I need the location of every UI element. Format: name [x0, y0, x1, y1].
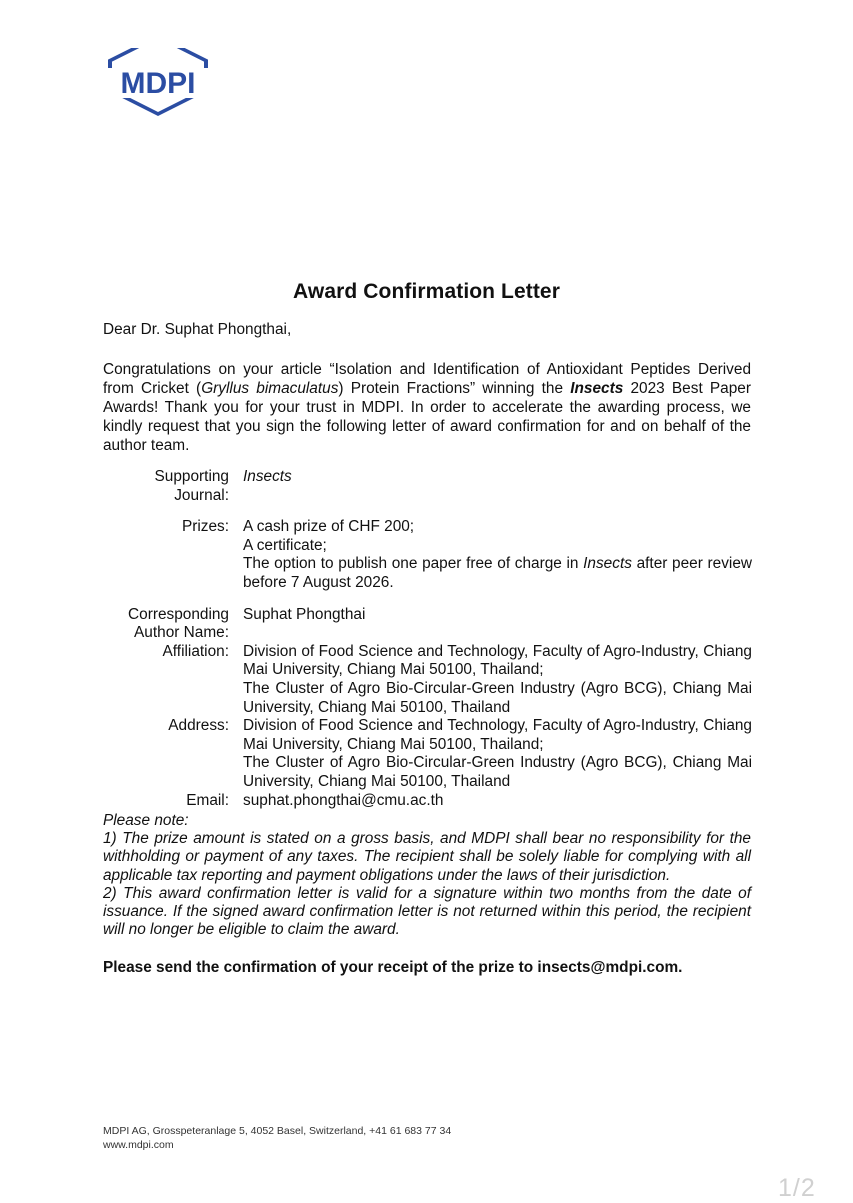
note-item-2: 2) This award confirmation letter is valid for a signature within two months from the date of issuance. If the signed award confirmation letter is not returned within this period, the recipient will no longer be eligible to claim the award. — [103, 884, 751, 939]
footer-address: MDPI AG, Grosspeteranlage 5, 4052 Basel, Switzerland, +41 61 683 77 34 — [103, 1125, 452, 1137]
email-label: Email: — [186, 791, 229, 809]
mdpi-logo — [103, 48, 213, 116]
prize-publication-text-1: The option to publish one paper free of charge in — [243, 555, 584, 573]
address-label: Address: — [168, 717, 229, 735]
supporting-journal-label: Supporting Journal: — [154, 468, 229, 504]
award-details — [103, 468, 751, 810]
author-name-label: Corresponding Author Name: — [128, 605, 229, 642]
species-name: Gryllus bimaculatus — [201, 380, 339, 397]
body-paragraph — [103, 360, 751, 455]
affiliation-line-2: The Cluster of Agro Bio-Circular-Green Industry (Agro BCG), Chiang Mai University, Chiang Mai 50100, Thailand — [243, 679, 752, 716]
prize-publication-journal: Insects — [583, 555, 632, 573]
footer — [103, 1124, 451, 1152]
prize-item-cash: A cash prize of CHF 200; — [243, 518, 415, 536]
closing-request: Please send the confirmation of your receipt of the prize to insects@mdpi.com. — [103, 959, 683, 976]
affiliation-label: Affiliation: — [162, 642, 229, 660]
footer-website: www.mdpi.com — [103, 1139, 174, 1151]
notes-heading: Please note: — [103, 812, 189, 829]
supporting-journal-value — [243, 468, 752, 505]
address-value — [243, 717, 752, 791]
note-item-1: 1) The prize amount is stated on a gross basis, and MDPI shall bear no responsibility for the withholding or payment of any taxes. The recipient shall be solely liable for complying with all applicable tax reporting and payment obligations under the laws of their jurisdiction. — [103, 830, 751, 884]
logo-text: MDPI — [120, 67, 196, 100]
salutation: Dear Dr. Suphat Phongthai, — [103, 321, 292, 338]
body-text-2: ) Protein Fractions” winning the — [338, 380, 571, 397]
prize-publication-text-2: after peer review before 7 August 2026. — [243, 555, 752, 591]
page-number: 1/2 — [778, 1174, 816, 1202]
email-value: suphat.phongthai@cmu.ac.th — [243, 791, 444, 809]
prize-item-publication — [243, 555, 752, 592]
address-line-1: Division of Food Science and Technology, Faculty of Agro-Industry, Chiang Mai University, Chiang Mai 50100, Thailand; — [243, 717, 752, 753]
prizes-label: Prizes: — [181, 518, 229, 536]
notes-section — [103, 812, 751, 939]
affiliation-value — [243, 643, 752, 717]
supporting-journal-name: Insects — [243, 468, 292, 485]
prize-item-certificate: A certificate; — [243, 536, 327, 554]
affiliation-line-1: Division of Food Science and Technology, Faculty of Agro-Industry, Chiang Mai University, Chiang Mai 50100, Thailand; — [243, 642, 752, 679]
body-text-1: Congratulations on your article “Isolation and Identification of Antioxidant Peptides Derived from Cricket ( — [103, 361, 751, 397]
letter-title: Award Confirmation Letter — [293, 280, 560, 303]
journal-name: Insects — [570, 380, 624, 397]
body-text-3: 2023 Best Paper Awards! Thank you for your trust in MDPI. In order to accelerate the awarding process, we kindly request that you sign the following letter of award confirmation for and on behalf of the author team. — [103, 380, 751, 454]
author-name-value: Suphat Phongthai — [243, 605, 366, 623]
address-line-2: The Cluster of Agro Bio-Circular-Green Industry (Agro BCG), Chiang Mai University, Chiang Mai 50100, Thailand — [243, 754, 752, 790]
prizes-value — [243, 518, 752, 592]
